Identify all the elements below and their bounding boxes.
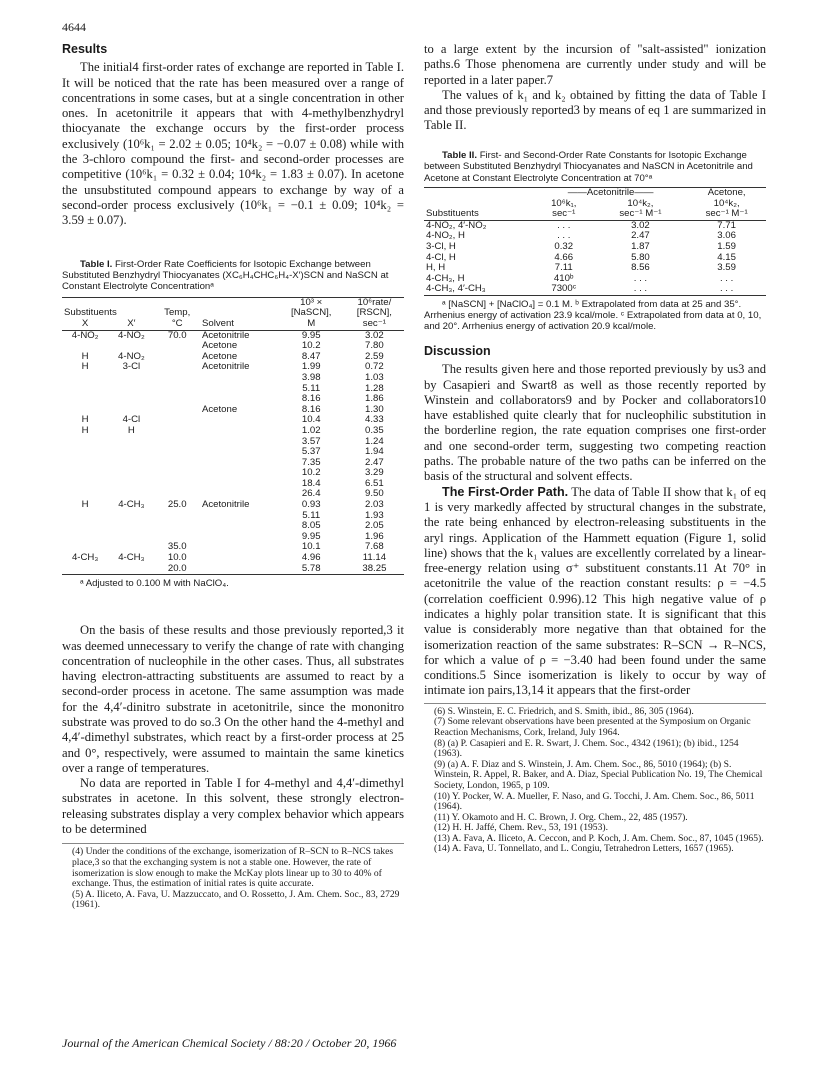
table2-cell: 7.11 [554, 262, 573, 274]
table1-cell: H [81, 361, 89, 373]
t2-h-k1u: sec⁻¹ [552, 208, 576, 220]
table1-cell: 10.2 [301, 340, 321, 352]
table1-cell: 2.59 [365, 350, 384, 362]
table1-cell: 18.4 [301, 477, 321, 489]
table1-cell [155, 362, 200, 373]
table1-cell [108, 532, 154, 543]
table1-cell [200, 479, 278, 490]
table1-cell [155, 373, 200, 384]
table2-cell: 4-Cl, H [426, 251, 456, 263]
table2-cell: 4.15 [717, 251, 736, 263]
t1-h-rate1: 10⁶rate/ [357, 296, 392, 308]
footnote: (13) A. Fava, A. Iliceto, A. Ceccon, and P. Koch, J. Am. Chem. Soc., 87, 1045 (1965). [434, 832, 764, 844]
table1-cell: 0.72 [365, 361, 384, 373]
table1-cell [62, 394, 108, 405]
table1-cell: 2.47 [365, 456, 384, 468]
table1-cell [200, 447, 278, 458]
t1-h-subst: Substituents [64, 307, 117, 319]
table1-cell [155, 468, 200, 479]
footnote: (9) (a) A. F. Diaz and S. Winstein, J. Am. Chem. Soc., 86, 5010 (1964); (b) S. Winstein, R. Appel, R. Baker, and A. Diaz, Special Publication No. 19, The Chemical Society, London, 1965, p 109. [434, 758, 763, 791]
table1-cell: 1.94 [365, 446, 384, 458]
table1-cell [200, 437, 278, 448]
footnote: (7) Some relevant observations have been presented at the Symposium on Organic Reaction Mechanisms, Cork, Ireland, July 1964. [434, 716, 751, 738]
table1-cell [155, 447, 200, 458]
table1-row [62, 564, 404, 575]
t1-h-xp: X′ [127, 317, 136, 329]
t2-h-k2u: sec⁻¹ M⁻¹ [619, 208, 662, 220]
table1-row [62, 553, 404, 564]
table1-cell [200, 521, 278, 532]
table1-cell [62, 373, 108, 384]
table1-row [62, 468, 404, 479]
right-column [424, 42, 766, 855]
table2-row [424, 231, 766, 242]
table1-cell [200, 373, 278, 384]
table1-cell [200, 564, 278, 575]
paragraph-3: No data are reported in Table I for 4-methyl and 4,4′-dimethyl substrates in acetone. In this solvent, these strongly electron-releasing substrates display a very complex behavior which appears to be determined [62, 776, 404, 837]
table1-cell [62, 468, 108, 479]
table1-row [62, 384, 404, 395]
table1-cell: 1.96 [365, 530, 384, 542]
table1-cell: H [81, 350, 89, 362]
table1-cell: 8.05 [301, 520, 321, 532]
table1-cell [155, 437, 200, 448]
table2-cell: 8.56 [631, 262, 650, 274]
table1-row [62, 437, 404, 448]
t1-h-temp-unit: °C [171, 317, 183, 329]
table1-row [62, 405, 404, 416]
table1-cell [62, 447, 108, 458]
table1-cell: 11.14 [362, 552, 387, 564]
table1-cell: 0.93 [301, 499, 321, 511]
table1-caption-text: First-Order Rate Coefficients for Isotopic Exchange between Substituted Benzhydryl Thiocyanates (XC₆H₄CHC₆H₄-X′)SCN and NaSCN at Constant Electrolyte Concentrationᵃ [62, 258, 389, 293]
table2-cell: 7.71 [717, 219, 736, 231]
table1-cell: 9.50 [365, 488, 384, 500]
table1-cell: 5.11 [302, 382, 321, 394]
table2-cell: 0.32 [554, 240, 574, 252]
table1-cell: 4-NO₂ [71, 329, 99, 341]
table1-cell [108, 447, 154, 458]
table1-cell: 8.16 [301, 403, 321, 415]
table1-caption [62, 259, 404, 293]
table1-cell: 20.0 [167, 562, 187, 574]
table1-cell: 6.51 [365, 477, 384, 489]
table2-cell: 4-CH₃, 4′-CH₃ [426, 283, 486, 295]
discussion-paragraph: The results given here and those reported previously by us3 and by Casapieri and Swart8 as well as those recently reported by Winstein and collaborators9 and by Pocker and collaborators10 have established quite clearly that for nucleophilic substitution in the borderline region, the rate equation comprises one first-order and one second-order term, suggesting two competing reaction paths. The probable nature of the two paths can be inferred on the basis of the structural and solvent effects. [424, 362, 766, 484]
table2-label: Table II. [442, 149, 478, 161]
table1-cell: 8.47 [301, 350, 321, 362]
table2-cell: . . . [633, 272, 648, 284]
table1-cell [155, 479, 200, 490]
table1-cell: 1.28 [365, 382, 384, 394]
table1-cell: 1.03 [365, 371, 384, 383]
table1-cell: 10.1 [301, 541, 321, 553]
t2-h-k2: 10⁴k₂, [627, 197, 654, 209]
table1-cell [155, 394, 200, 405]
footnote-4: (4) Under the conditions of the exchange, isomerization of R–SCN to R–NCS takes place,3 so that the exchanging system is not a stable one. However, the rate of isomerization is slow enough to make the McKay plots linear up to 30 to 40% of exchange. Thus, the estimation of initial rates is quite accurate. [72, 846, 394, 890]
table1-cell: 10.0 [167, 552, 187, 564]
table1-cell: 35.0 [167, 541, 187, 553]
table1-cell: 4.96 [301, 552, 321, 564]
table1-cell [62, 479, 108, 490]
table2-cell: 4-NO₂, H [426, 230, 465, 242]
table2-row [424, 263, 766, 274]
table2-row [424, 220, 766, 231]
table2-cell: 4.66 [554, 251, 574, 263]
table1-cell [200, 384, 278, 395]
table1-cell [200, 511, 278, 522]
table1-cell [155, 521, 200, 532]
table1-row [62, 532, 404, 543]
table1-footnote: ᵃ Adjusted to 0.100 M with NaClO₄. [80, 578, 229, 590]
table1-row [62, 458, 404, 469]
table1-cell: 3.29 [365, 467, 384, 479]
table1-cell [155, 458, 200, 469]
table1-cell: 8.16 [301, 393, 321, 405]
table1-cell: 1.24 [365, 435, 384, 447]
table2 [424, 187, 766, 296]
table1-cell: 0.35 [365, 424, 384, 436]
table2-cell: 3-Cl, H [426, 240, 456, 252]
table1-cell: 7.35 [301, 456, 321, 468]
table1-cell [200, 532, 278, 543]
table2-cell: 3.06 [717, 230, 736, 242]
table1-cell: 26.4 [301, 488, 321, 500]
table1-cell: 2.05 [365, 520, 384, 532]
table1-cell [155, 415, 200, 426]
table1-cell [62, 437, 108, 448]
table2-cell: H, H [426, 262, 446, 274]
table1-cell: H [127, 424, 135, 436]
table1-cell: 4-CH₃ [118, 552, 145, 564]
table1-cell [108, 384, 154, 395]
table2-caption-text: First- and Second-Order Rate Constants for Isotopic Exchange between Substituted Benzhydryl Thiocyanates and NaSCN in Acetonitrile and Acetone at Constant Electrolyte Concentration at 70°ᵃ [424, 149, 753, 184]
table1-cell: H [81, 499, 89, 511]
table2-cell: 2.47 [631, 230, 650, 242]
table1-cell [200, 415, 278, 426]
left-footnotes [62, 843, 404, 911]
table1-cell: 10.2 [301, 467, 321, 479]
table1-cell: 1.86 [365, 393, 384, 405]
table1-cell [62, 564, 108, 575]
table1-cell: Acetone [201, 403, 238, 415]
table1-cell: Acetone [201, 340, 238, 352]
table2-cell: . . . [633, 283, 648, 295]
table1-row [62, 447, 404, 458]
table1-row [62, 479, 404, 490]
t1-h-rate3: sec⁻¹ [362, 317, 386, 329]
table1-cell: H [81, 424, 89, 436]
table1-cell: 25.0 [167, 499, 187, 511]
table2-cell: 4-NO₂, 4′-NO₂ [426, 219, 487, 231]
table1-cell: 4.33 [365, 414, 384, 426]
table1-cell: 2.03 [365, 499, 384, 511]
table2-row [424, 242, 766, 253]
results-heading: Results [62, 42, 108, 56]
results-paragraph: The initial4 first-order rates of exchange are reported in Table I. It will be noticed that the rate has been measured over a range of concentrations in some cases, but at a single concentration in other ones. In acetonitrile it appears that with 4-methylbenzhydryl thiocyanate the exchange occurs by the first-order process exclusively (10⁶k₁ = 2.02 ± 0.05; 10⁴k₂ = −0.07 ± 0.08) while with the 3-chloro compound the first- and second-order processes are competitive (10⁶k₁ = 0.32 ± 0.04; 10⁴k₂ = 1.83 ± 0.07). In acetone the unsubstituted compound appears to exchange by way of a second-order process exclusively (10⁶k₁ = −0.1 ± 0.09; 10⁴k₂ = 3.59 ± 0.07). [62, 60, 404, 228]
table1-cell: 70.0 [167, 329, 187, 341]
table1-cell [62, 532, 108, 543]
footnote: (10) Y. Pocker, W. A. Mueller, F. Naso, and G. Tocchi, J. Am. Chem. Soc., 86, 5011 (1964). [434, 790, 755, 813]
table1 [62, 297, 404, 575]
table1-cell: 3.02 [365, 329, 384, 341]
table1-cell: 38.25 [362, 562, 387, 574]
table1-cell [62, 511, 108, 522]
table1-row [62, 426, 404, 437]
discussion-heading: Discussion [424, 343, 491, 358]
table1-cell: 7.68 [365, 541, 384, 553]
table1-cell: 1.99 [301, 361, 321, 373]
table2-footnote: ᵃ [NaSCN] + [NaClO₄] = 0.1 M. ᵇ Extrapolated from data at 25 and 35°. Arrhenius energy of activation 23.9 kcal/mole. ᶜ Extrapolated from data at 0, 10, and 20°. Arrhenius energy of activation 20.9 kcal/mole. [424, 298, 762, 332]
table1-cell [155, 341, 200, 352]
table1-cell: 5.78 [301, 562, 321, 574]
table1-cell: 4-Cl [122, 414, 141, 426]
table1-cell: 5.37 [301, 446, 321, 458]
table1-cell [200, 458, 278, 469]
table2-cell: . . . [719, 272, 734, 284]
table1-cell [108, 511, 154, 522]
table1-cell: 3.57 [301, 435, 321, 447]
table1-cell [155, 384, 200, 395]
first-order-paragraph [424, 485, 766, 699]
table1-row [62, 521, 404, 532]
t2-h-subst: Substituents [426, 208, 479, 220]
table1-cell: 1.30 [365, 403, 384, 415]
footnote: (6) S. Winstein, E. C. Friedrich, and S. Smith, ibid., 86, 305 (1964). [434, 705, 694, 717]
page-number: 4644 [62, 20, 86, 34]
table1-cell [108, 458, 154, 469]
table2-cell: . . . [719, 283, 734, 295]
table2-cell: 1.87 [631, 240, 650, 252]
t1-h-conc2: [NaSCN], [290, 307, 332, 319]
table1-cell: 1.93 [365, 509, 384, 521]
table1-cell: 9.95 [301, 329, 321, 341]
table1-cell: 4-CH₃ [118, 499, 145, 511]
table2-row [424, 284, 766, 295]
table1-row [62, 500, 404, 511]
table1-cell [155, 426, 200, 437]
table1-cell [108, 437, 154, 448]
table2-cell: 7300ᶜ [551, 283, 577, 295]
t1-h-conc3: M [307, 317, 316, 329]
journal-footer: Journal of the American Chemical Society / 88:20 / October 20, 1966 [62, 1036, 397, 1050]
table1-cell [108, 564, 154, 575]
table2-cell: . . . [557, 219, 571, 231]
table1-cell: 4-CH₃ [71, 552, 99, 564]
table1-cell [62, 384, 108, 395]
t2-h-k2bu: sec⁻¹ M⁻¹ [705, 208, 748, 220]
t1-h-solvent: Solvent [201, 317, 234, 329]
table2-cell: . . . [557, 230, 571, 242]
table1-cell: 10.4 [301, 414, 321, 426]
table1-cell: 1.02 [301, 424, 321, 436]
paragraph-2: On the basis of these results and those previously reported,3 it was deemed unnecessary to verify the change of rate with changing concentration of nucleophile in the other cases. Thus, all substrates having electron-attracting substituents are assumed to react by a second-order process in acetone. The same assumption was made for the 4,4′-dinitro substrate in acetonitrile, since the mononitro substrate was proved to do so.3 On the other hand the 4-methyl and 4,4′-dimethyl substrates, which react by a first-order process at 25 and 0°, respectively, were assumed to maintain the same kinetics over a range of temperatures. [62, 623, 404, 775]
table1-row [62, 542, 404, 553]
t1-h-temp: Temp, [164, 307, 191, 319]
t1-h-conc1: 10³ × [300, 296, 323, 308]
t2-h-acetone: Acetone, [707, 187, 746, 198]
table1-row [62, 415, 404, 426]
table1-cell [200, 553, 278, 564]
t2-h-acetonitrile: ——Acetonitrile—— [567, 187, 654, 198]
table1-cell [108, 479, 154, 490]
footnote: (8) (a) P. Casapieri and E. R. Swart, J. Chem. Soc., 4342 (1961); (b) ibid., 1254 (1963). [434, 737, 739, 760]
table1-cell [155, 352, 200, 363]
table2-cell: 1.59 [717, 240, 736, 252]
t1-h-rate2: [RSCN], [356, 307, 392, 319]
table1-cell: 4-NO₂ [118, 350, 145, 362]
paragraph-top-2: The values of k₁ and k₂ obtained by fitting the data of Table I and those previously reported3 by means of eq 1 are summarized in Table II. [424, 87, 766, 133]
footnote: (12) H. H. Jaffé, Chem. Rev., 53, 191 (1953). [434, 822, 608, 834]
table1-cell [108, 394, 154, 405]
table1-cell [200, 542, 278, 553]
table1-cell: Acetonitrile [201, 361, 250, 373]
table1-cell: H [81, 414, 89, 426]
table1-cell [62, 458, 108, 469]
table1-cell: Acetone [201, 350, 238, 362]
table1-cell [200, 468, 278, 479]
table1-cell [155, 405, 200, 416]
table1-cell [108, 373, 154, 384]
t2-h-k1: 10⁶k₁, [551, 197, 577, 209]
table1-row [62, 373, 404, 384]
table1-cell: 5.11 [302, 509, 321, 521]
table1-row [62, 511, 404, 522]
footnote: (14) A. Fava, U. Tonnellato, and L. Congiu, Tetrahedron Letters, 1657 (1965). [434, 843, 734, 855]
right-footnotes [424, 703, 766, 855]
table2-cell: 5.80 [631, 251, 650, 263]
table2-caption [424, 150, 766, 184]
table1-cell [155, 511, 200, 522]
footnote: (11) Y. Okamoto and H. C. Brown, J. Org. Chem., 22, 485 (1957). [434, 811, 688, 823]
table1-cell: 9.95 [301, 530, 321, 542]
table2-cell: 410ᵇ [553, 272, 574, 284]
table1-cell: Acetonitrile [201, 499, 250, 511]
table1-cell: 7.80 [365, 340, 384, 352]
table1-cell [62, 521, 108, 532]
table2-cell: 4-CH₃, H [426, 272, 465, 284]
table1-cell [200, 426, 278, 437]
first-order-heading: The First-Order Path. [442, 484, 569, 499]
table1-label: Table I. [80, 258, 113, 270]
table1-cell: 4-NO₂ [118, 329, 145, 341]
t1-h-x: X [81, 317, 89, 329]
first-order-text: The data of Table II show that k₁ of eq 1 is very markedly affected by structural changes in the substrate, the rate being enhanced by electron-releasing substituents in the aryl rings. Application of the Hammett equation (Figure 1, solid line) shows that the k₁ values are excellently correlated by a linear-free-energy relation using σ⁺ substituent constants.11 At 70° in acetonitrile the value of the reaction constant results: ρ = −4.5 (correlation coefficient 0.996).12 This high negative value of ρ indicates a highly polar transition state. It is significant that this value is considerably more negative than that obtained for the isomerization reaction of the same substrates: R–SCN → R–NCS, for which a value of ρ = −3.40 had been found under the same conditions.5 Since isomerization is likely to occur by way of intimate ion pairs,13,14 it appears that the first-order [424, 484, 766, 698]
footnote-5: (5) A. Iliceto, A. Fava, U. Mazzuccato, and O. Rossetto, J. Am. Chem. Soc., 83, 2729 (1961). [72, 888, 400, 911]
table1-row [62, 362, 404, 373]
table1-cell: 3.98 [301, 371, 321, 383]
table2-cell: 3.02 [631, 219, 650, 231]
t2-h-k2b: 10⁴k₂, [713, 197, 740, 209]
table1-cell [108, 468, 154, 479]
table1-cell: 3-Cl [122, 361, 141, 373]
table2-row [424, 253, 766, 264]
left-column [62, 42, 404, 911]
table1-cell: Acetonitrile [201, 329, 250, 341]
table1-cell [108, 521, 154, 532]
paragraph-top: to a large extent by the incursion of "salt-assisted" ionization paths.6 Those phenomena are currently under study and will be reported in a later paper.7 [424, 42, 766, 87]
table2-cell: 3.59 [717, 262, 736, 274]
